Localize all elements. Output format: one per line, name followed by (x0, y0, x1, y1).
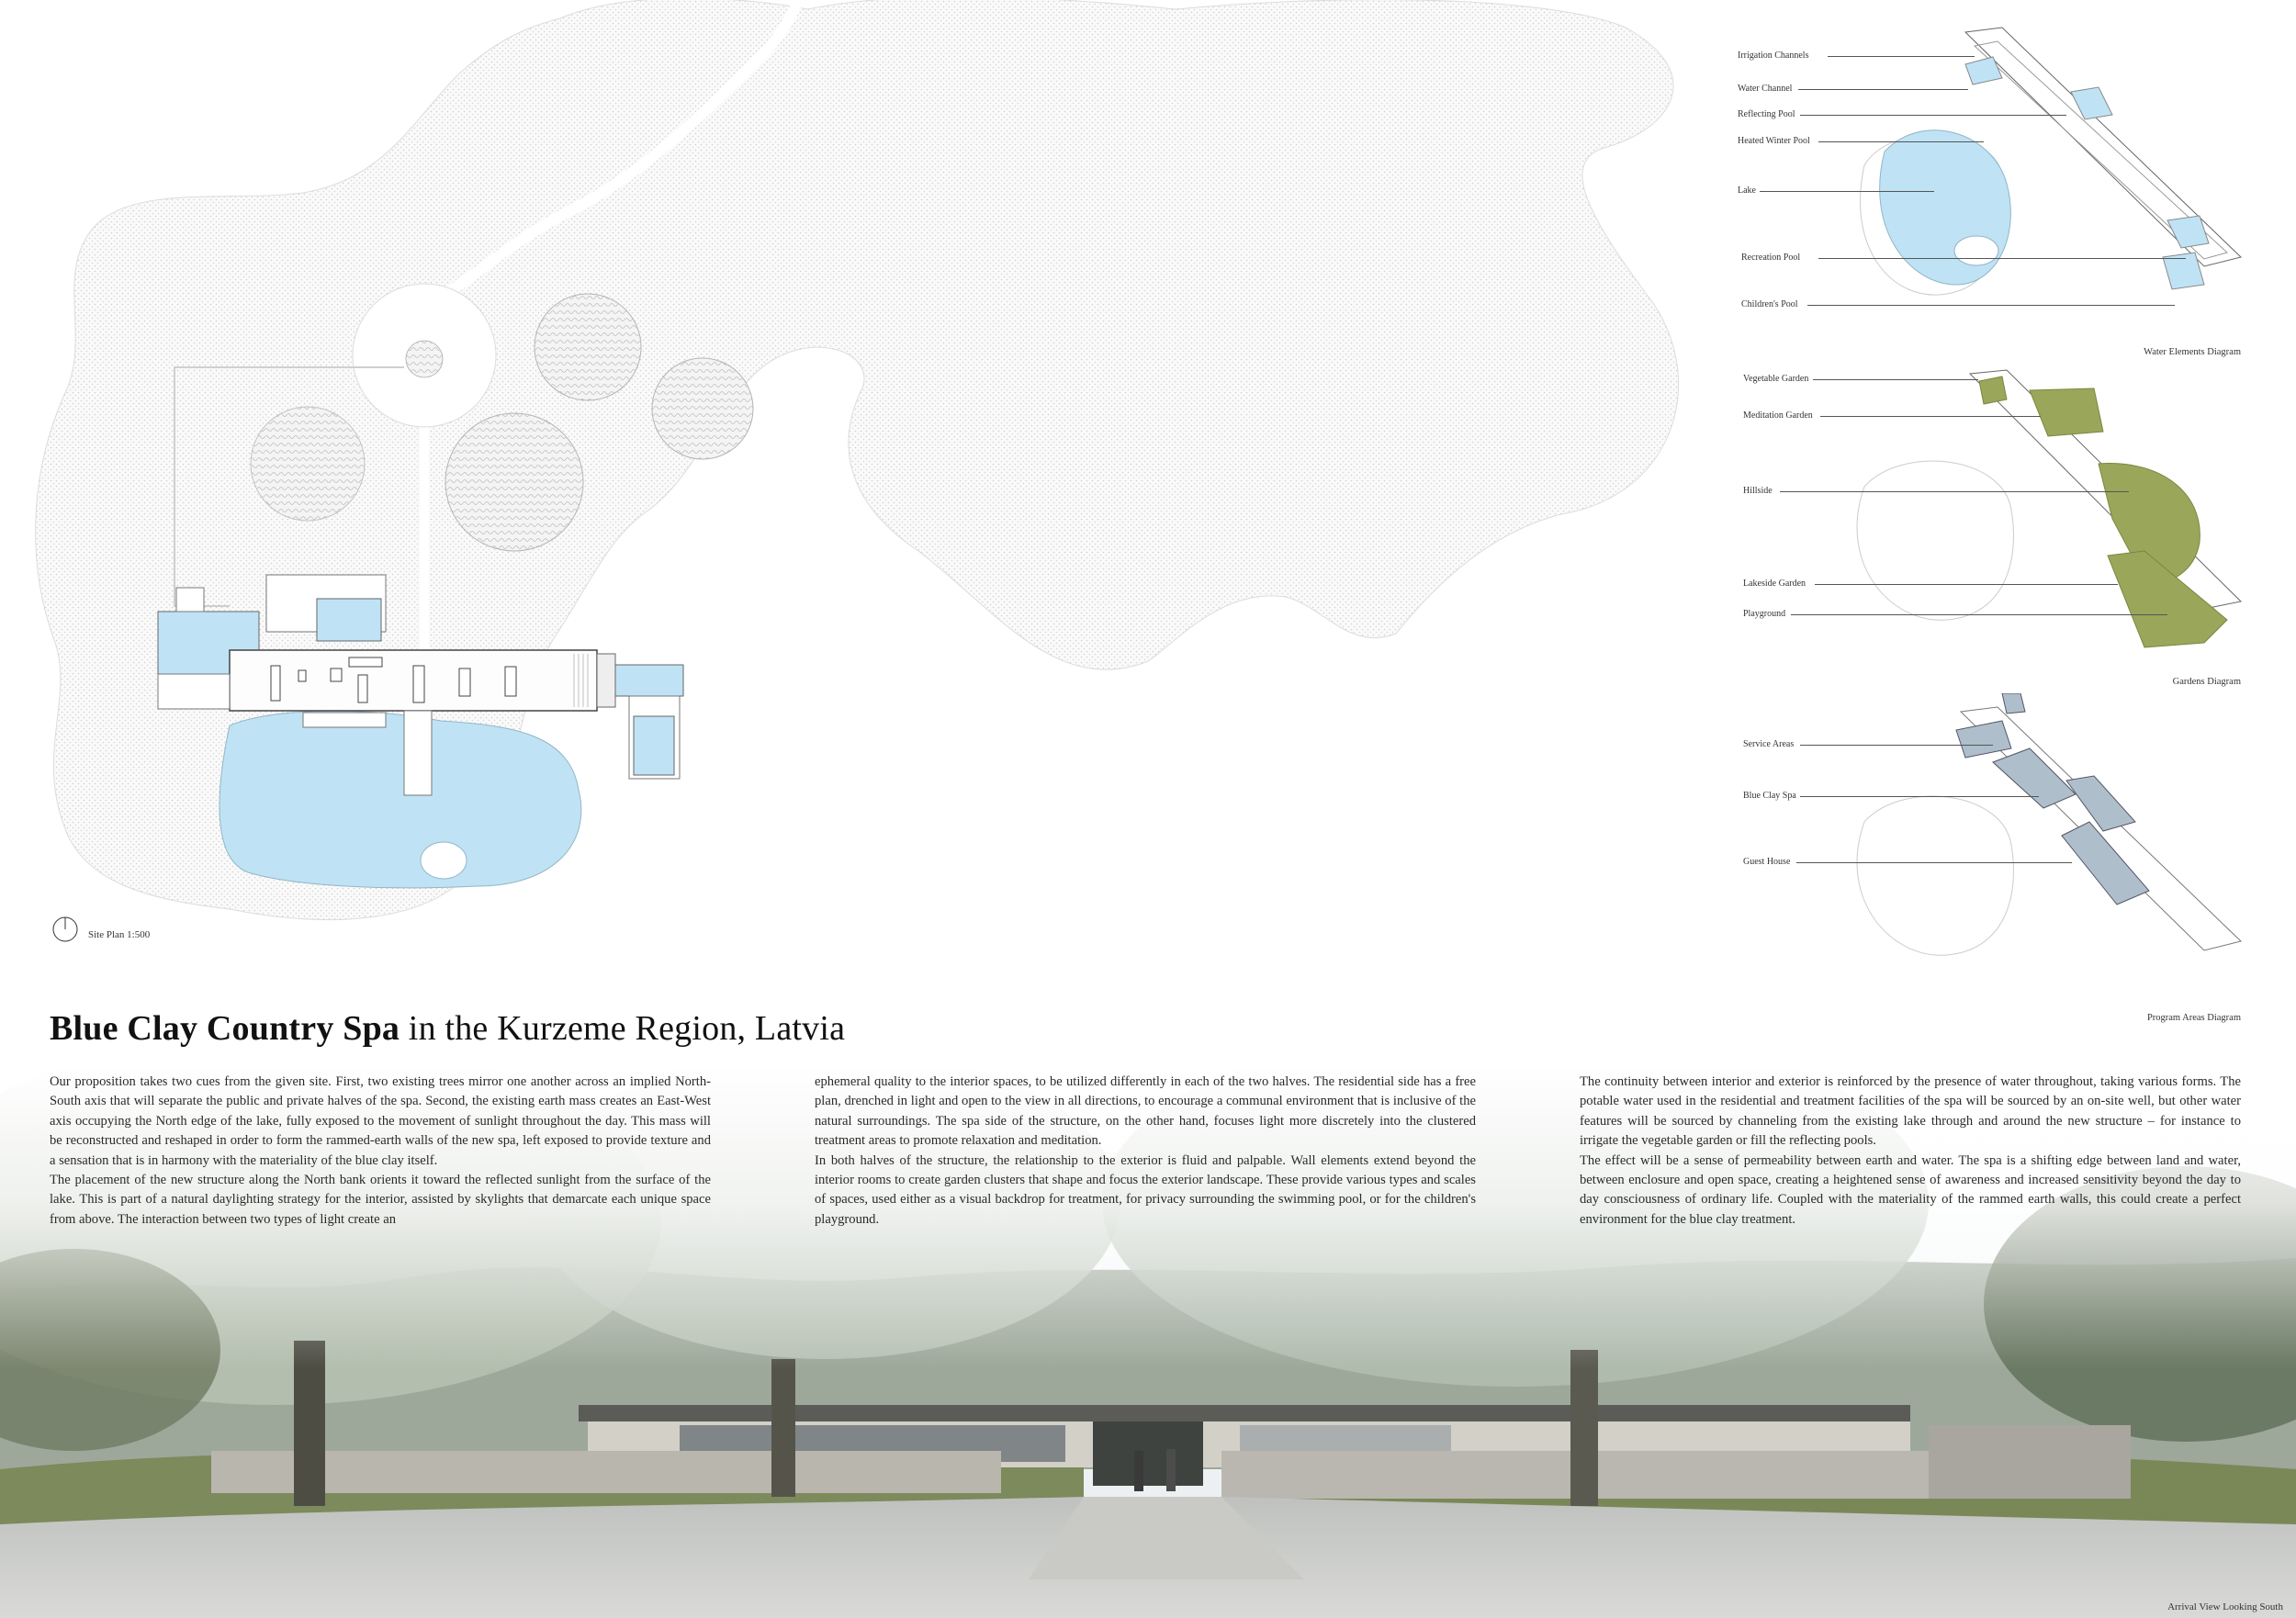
north-arrow-icon (52, 916, 78, 942)
paragraph: The continuity between interior and exterior is reinforced by the presence of water throughout, taking various forms. The potable water used in the residential and treatment facilities of the spa will be sourced by an on-site well, but other water features will be sourced by channeling from the existing lake through and around the new structure – for instance to irrigate the vegetable garden or fill the reflecting pools. (1580, 1074, 2241, 1149)
site-plan-drawing (0, 0, 1727, 973)
paragraph: ephemeral quality to the interior spaces, to be utilized differently in each of the two halves. The residential side has a free plan, drenched in light and open to the view in all directions, to encourage a communal environment that is inclusive of the natural surroundings. The spa side of the structure, on the other hand, focuses light more discretely into the clustered treatment areas to promote relaxation and meditation. (815, 1074, 1476, 1149)
tree (652, 358, 753, 459)
heated-winter-pool (317, 599, 381, 641)
label-guest-house: Guest House (1743, 857, 1791, 867)
pier (404, 711, 432, 795)
label-reflecting-pool: Reflecting Pool (1738, 109, 1795, 119)
text-column-3 (1580, 1073, 2241, 1230)
paragraph: The placement of the new structure along the North bank orients it toward the reflected sunlight from the surface of the lake. This is part of a natural daylighting strategy for the interior, assisted by skylights that demarcate each unique space from above. The interaction between two types of light create an (50, 1173, 711, 1227)
label-lake: Lake (1738, 185, 1756, 196)
paragraph: Our proposition takes two cues from the given site. First, two existing trees mirror one another across an implied North-South axis that will separate the public and private halves of the spa. Second, the existing earth mass creates an East-West axis occupying the North edge of the lake, fully exposed to the movement of sunlight throughout the day. This mass will be reconstructed and reshaped in order to form the rammed-earth walls of the new spa, left exposed to provide texture and a sensation that is in harmony with the materiality of the blue clay itself. (50, 1074, 711, 1168)
text-column-1 (50, 1073, 711, 1230)
tree (535, 294, 641, 400)
water-elements-diagram (1727, 18, 2259, 367)
tree (445, 413, 583, 551)
program-diagram-title: Program Areas Diagram (2146, 1013, 2241, 1023)
childrens-pool (634, 716, 674, 775)
label-water-channel: Water Channel (1738, 84, 1793, 94)
program-diagram-drawing (1727, 693, 2259, 1028)
water-diagram-drawing (1727, 18, 2259, 367)
label-meditation-garden: Meditation Garden (1743, 410, 1813, 421)
title-bold: Blue Clay Country Spa (50, 1009, 400, 1048)
label-playground: Playground (1743, 609, 1786, 619)
water-diagram-title: Water Elements Diagram (2144, 347, 2241, 357)
label-lakeside-garden: Lakeside Garden (1743, 579, 1806, 589)
paragraph: The effect will be a sense of permeability between earth and water. The spa is a shifting edge between land and water, between enclosure and open space, creating a heightened sense of awareness and increased sensitivity beyond the day to day consciousness of ordinary life. Coupled with the materiality of the rammed earth walls, this could create a perfect environment for the blue clay treatment. (1580, 1152, 2241, 1227)
label-vegetable-garden: Vegetable Garden (1743, 374, 1809, 384)
label-childrens-pool: Children's Pool (1741, 299, 1798, 309)
label-blue-clay-spa: Blue Clay Spa (1743, 791, 1796, 801)
text-column-2 (815, 1073, 1476, 1230)
roundabout-tree (406, 341, 443, 377)
label-hillside: Hillside (1743, 486, 1773, 496)
tree (251, 407, 365, 521)
gardens-diagram (1727, 363, 2259, 698)
label-recreation-pool: Recreation Pool (1741, 253, 1801, 263)
page-title (50, 1008, 845, 1049)
title-rest: in the Kurzeme Region, Latvia (400, 1009, 846, 1048)
label-service-areas: Service Areas (1743, 739, 1795, 749)
program-areas-diagram (1727, 693, 2259, 1028)
label-irrigation-channels: Irrigation Channels (1738, 51, 1809, 61)
site-plan (0, 0, 1727, 973)
paragraph: In both halves of the structure, the relationship to the exterior is fluid and palpable. Wall elements extend beyond the interior rooms to create garden clusters that shape and focus the exterior landscape. These provide various types and scales of spaces, used either as a visual backdrop for treatment, for privacy surrounding the swimming pool, or for the children's playground. (815, 1152, 1476, 1227)
gardens-diagram-title: Gardens Diagram (2172, 677, 2241, 687)
site-plan-caption: Site Plan 1:500 (88, 929, 151, 940)
lake (219, 711, 581, 888)
label-heated-winter-pool: Heated Winter Pool (1738, 136, 1810, 146)
recreation-pool (615, 665, 683, 696)
render-caption: Arrival View Looking South (2167, 1601, 2283, 1612)
lake-island (421, 842, 467, 879)
